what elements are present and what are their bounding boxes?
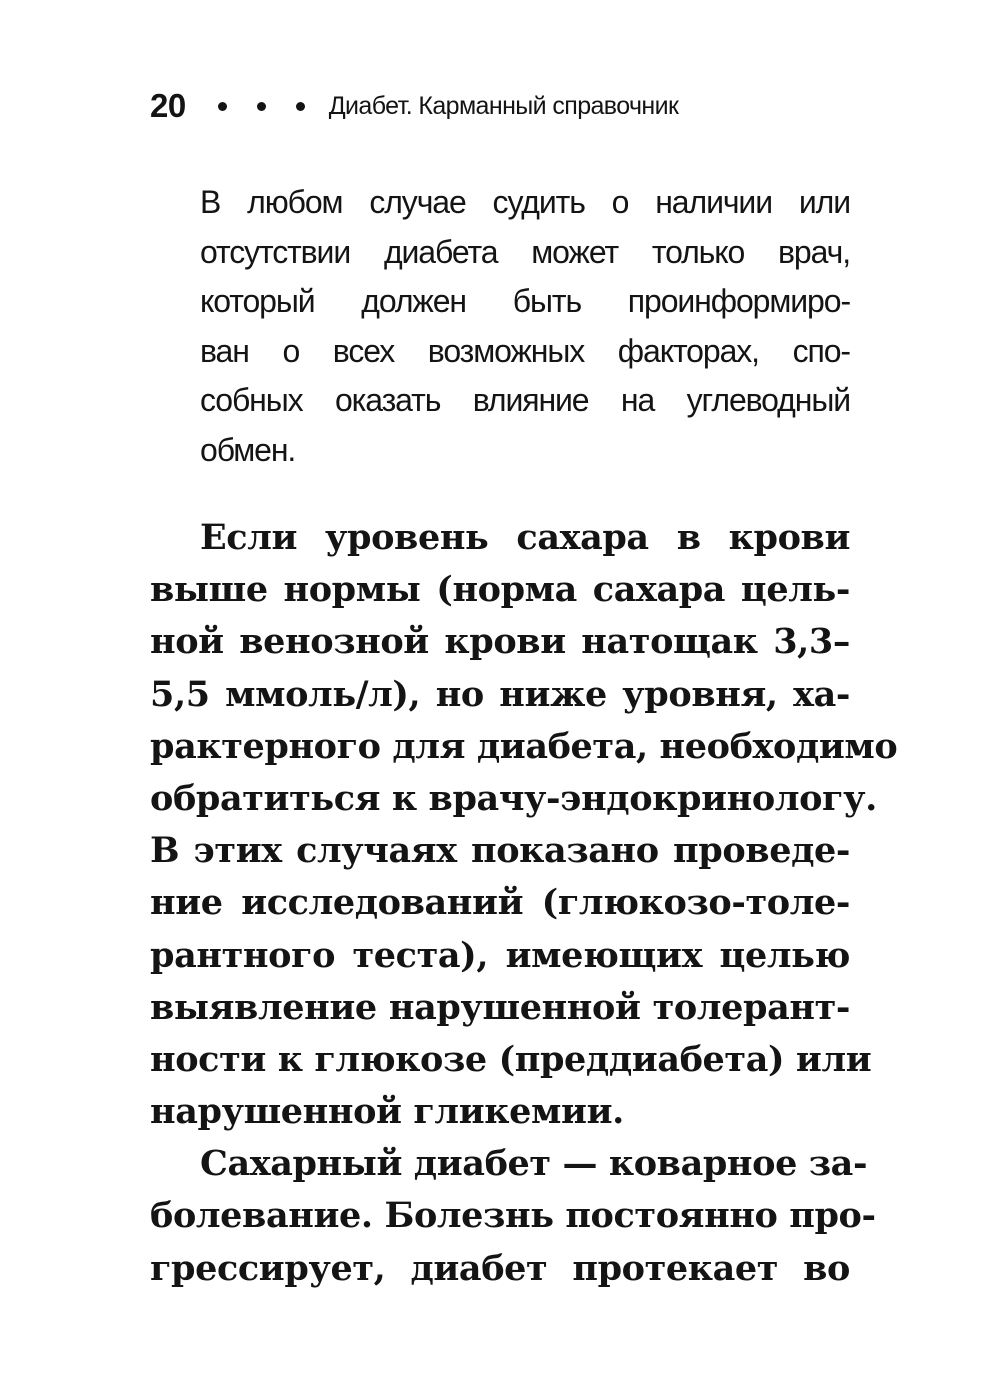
paragraph-line: ние исследований (глюкозо-толе- — [150, 882, 850, 924]
note-line: В любом случае судить о наличии или — [200, 184, 850, 220]
note-line: который должен быть проинформиро- — [200, 283, 850, 319]
dot-icon — [218, 102, 227, 111]
note-line: собных оказать влияние на углеводный — [200, 382, 850, 418]
paragraph-line: обратиться к врачу-эндокринологу. — [150, 777, 877, 819]
paragraph-2 — [150, 1138, 876, 1295]
paragraph-line: грессирует, диабет протекает во — [150, 1247, 850, 1289]
note-line: ван о всех возможных факторах, спо- — [200, 332, 850, 369]
dot-icon — [257, 102, 266, 111]
header-dots-ornament — [218, 102, 305, 111]
paragraph-line: Если уровень сахара в крови — [200, 517, 850, 558]
book-title: Диабет. Карманный справочник — [328, 91, 679, 120]
page-number: 20 — [150, 87, 186, 124]
paragraph-line: ности к глюкозе (преддиабета) или — [150, 1038, 872, 1080]
paragraph-line: нарушенной гликемии. — [150, 1091, 624, 1133]
paragraph-line: выше нормы (норма сахара цель- — [150, 569, 850, 611]
paragraph-line: Сахарный диабет — коварное за- — [200, 1143, 868, 1185]
body-text — [150, 512, 898, 1295]
paragraph-line: выявление нарушенной толерант- — [150, 986, 850, 1028]
running-header — [150, 84, 678, 128]
paragraph-line: болевание. Болезнь постоянно про- — [150, 1195, 876, 1237]
paragraph-line: В этих случаях показано проведе- — [150, 830, 850, 872]
dot-icon — [296, 102, 305, 111]
note-line: обмен. — [200, 431, 296, 468]
paragraph-line: 5,5 ммоль/л), но ниже уровня, ха- — [150, 673, 850, 715]
paragraph-line: рактерного для диабета, необходимо — [150, 725, 898, 767]
paragraph-line: рантного теста), имеющих целью — [150, 934, 850, 976]
paragraph-line: ной венозной крови натощак 3,3– — [150, 621, 850, 663]
note-block — [200, 178, 850, 475]
paragraph-1 — [150, 512, 898, 1138]
note-line: отсутствии диабета может только врач, — [200, 233, 850, 270]
